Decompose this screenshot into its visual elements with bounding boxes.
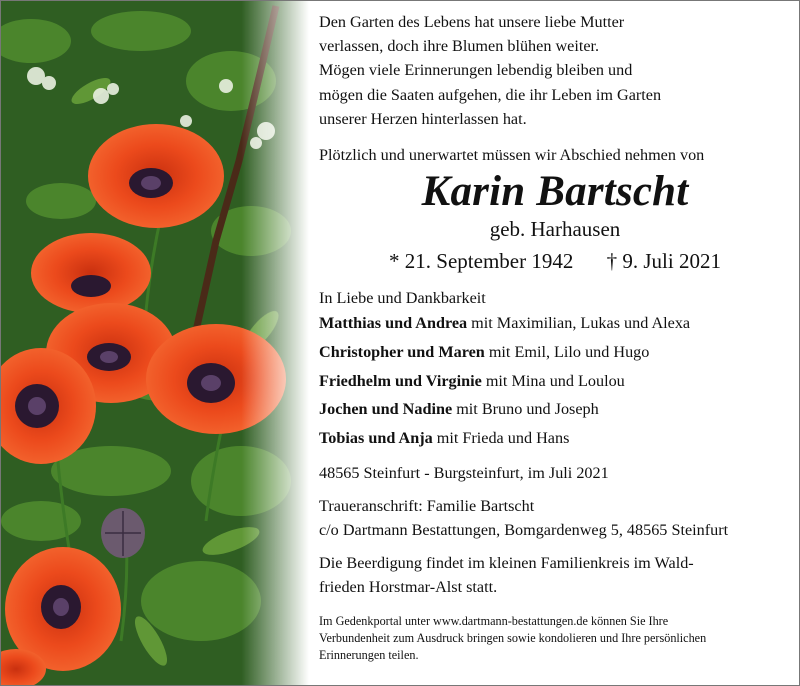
deceased-name: Karin Bartscht	[421, 168, 689, 216]
intro-text: Plötzlich und unerwartet müssen wir Abschied nehmen von	[319, 146, 705, 165]
poem-line: Den Garten des Lebens hat unsere liebe Mutter	[319, 13, 625, 31]
memorial-poem	[319, 10, 791, 131]
poem-line: unserer Herzen hinterlassen hat.	[319, 109, 527, 128]
portal-line: Erinnerungen teilen.	[319, 648, 419, 662]
poem-line: verlassen, doch ihre Blumen blühen weiter.	[319, 37, 600, 56]
life-dates	[319, 247, 791, 275]
poem-line: Mögen viele Erinnerungen lebendig bleiben und	[319, 61, 633, 80]
place-date: 48565 Steinfurt - Burgsteinfurt, im Juli 2021	[319, 464, 609, 482]
family-children: mit Emil, Lilo und Hugo	[484, 342, 650, 361]
portal-line: Verbundenheit zum Ausdruck bringen sowie kondolieren und Ihre persönlichen	[319, 631, 707, 645]
mourning-address	[319, 494, 791, 542]
family-children: mit Frieda und Hans	[432, 429, 570, 448]
obituary-text	[319, 10, 791, 664]
poem-line: mögen die Saaten aufgehen, die ihr Leben im Garten	[319, 85, 662, 104]
portal-line: Im Gedenkportal unter www.dartmann-bestattungen.de können Sie Ihre	[319, 614, 669, 628]
funeral-line: Die Beerdigung findet im kleinen Familienkreis im Wald-	[319, 554, 694, 572]
funeral-line: frieden Horstmar-Alst statt.	[319, 578, 498, 596]
family-names: Matthias und Andrea	[319, 314, 468, 333]
family-entry	[319, 338, 791, 367]
family-children: mit Maximilian, Lukas und Alexa	[467, 314, 691, 333]
address-line: Traueranschrift: Familie Bartscht	[319, 497, 535, 515]
family-list	[319, 309, 791, 453]
funeral-note	[319, 551, 791, 599]
death-date: † 9. Juli 2021	[606, 249, 721, 274]
family-entry	[319, 395, 791, 424]
family-names: Tobias und Anja	[319, 429, 433, 448]
poppy-flowers-photo	[1, 1, 309, 685]
maiden-name: geb. Harhausen	[489, 217, 621, 242]
family-names: Christopher und Maren	[319, 342, 485, 361]
family-names: Jochen und Nadine	[319, 400, 453, 419]
family-children: mit Mina und Loulou	[481, 371, 625, 390]
dedication-text: In Liebe und Dankbarkeit	[319, 289, 486, 308]
memorial-portal-note	[319, 613, 791, 664]
family-entry	[319, 424, 791, 453]
family-children: mit Bruno und Joseph	[452, 400, 599, 419]
address-line: c/o Dartmann Bestattungen, Bomgardenweg 5, 48565 Steinfurt	[319, 521, 729, 539]
birth-date: * 21. September 1942	[389, 249, 574, 274]
family-names: Friedhelm und Virginie	[319, 371, 482, 390]
family-entry	[319, 309, 791, 338]
family-entry	[319, 367, 791, 396]
